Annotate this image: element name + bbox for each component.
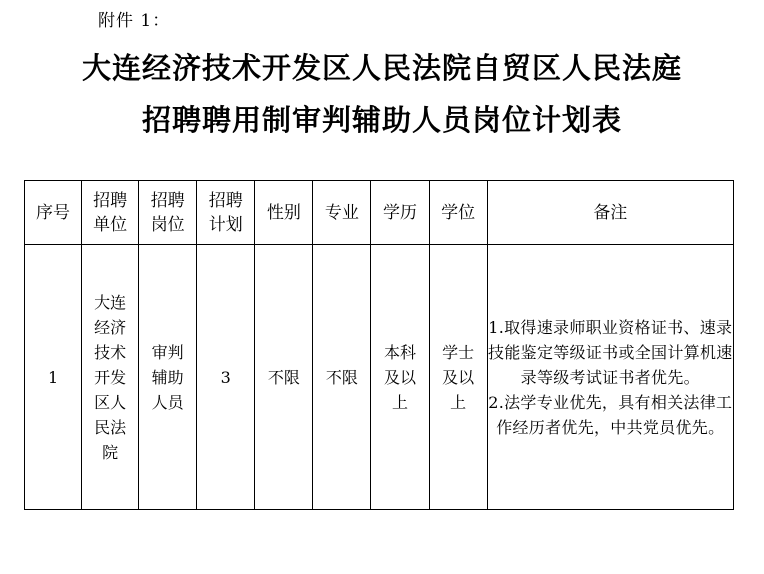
- header-degree: 学位: [429, 181, 487, 245]
- header-education: 学历: [371, 181, 429, 245]
- table-row: [25, 245, 734, 510]
- cell-gender: 不限: [255, 245, 313, 510]
- remark-item-1: 1.取得速录师职业资格证书、速录技能鉴定等级证书或全国计算机速录等级考试证书者优先。: [488, 317, 733, 387]
- remark-item-2: 2.法学专业优先，具有相关法律工作经历者优先，中共党员优先。: [488, 392, 733, 437]
- header-post: [139, 181, 197, 245]
- cell-remarks: [487, 245, 733, 510]
- cell-plan: 3: [197, 245, 255, 510]
- cell-post: [139, 245, 197, 510]
- header-seq: 序号: [25, 181, 82, 245]
- header-unit: [82, 181, 139, 245]
- cell-major: 不限: [313, 245, 371, 510]
- cell-education-text: 本科及以上: [383, 342, 416, 412]
- header-major: 专业: [313, 181, 371, 245]
- document-title-line-1: 大连经济技术开发区人民法院自贸区人民法庭: [81, 51, 682, 85]
- header-post-label: 招聘岗位: [150, 190, 185, 235]
- cell-education: [371, 245, 429, 510]
- header-gender: 性别: [255, 181, 313, 245]
- header-plan: [197, 181, 255, 245]
- recruitment-plan-table: [24, 180, 734, 510]
- header-plan-label: 招聘计划: [208, 190, 243, 235]
- document-title-line-2: 招聘聘用制审判辅助人员岗位计划表: [141, 103, 622, 137]
- table-header-row: [25, 181, 734, 245]
- cell-post-text: 审判辅助人员: [151, 342, 184, 412]
- cell-degree: [429, 245, 487, 510]
- attachment-label: 附件 1：: [98, 11, 171, 31]
- header-remarks: 备注: [487, 181, 733, 245]
- cell-seq: 1: [25, 245, 82, 510]
- header-unit-label: 招聘单位: [93, 190, 128, 235]
- cell-degree-text: 学士及以上: [442, 342, 475, 412]
- cell-unit-text: 大连经济技术开发区人民法院: [94, 292, 127, 462]
- cell-unit: [82, 245, 139, 510]
